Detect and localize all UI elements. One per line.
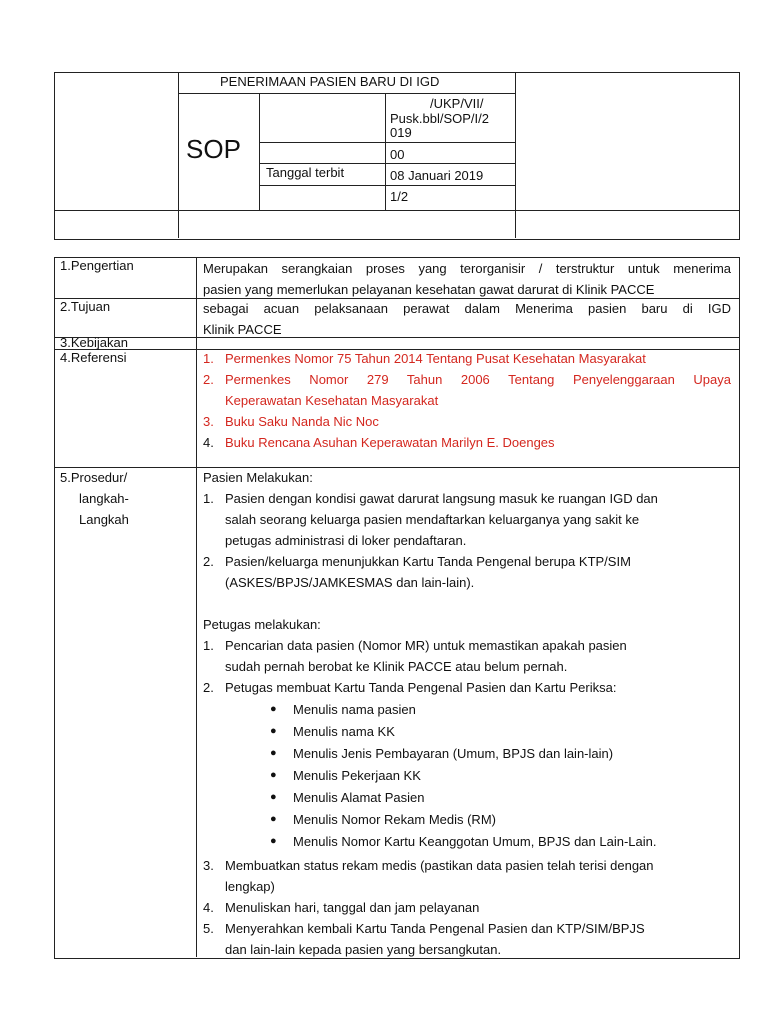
label-prosedur-1: 5.Prosedur/ [60, 470, 128, 485]
petugas-step-2-number: 2. [203, 680, 214, 695]
issue-date-value: 08 Januari 2019 [390, 168, 484, 183]
ref-number-1: 1. [203, 351, 214, 366]
petugas-step-4-number: 4. [203, 900, 214, 915]
pasien-step-1-number: 1. [203, 491, 214, 506]
bullet-icon: ● [270, 747, 277, 759]
header-vline-2 [515, 72, 516, 238]
doc-number-line-3: 019 [390, 125, 412, 140]
petugas-step-4-line-1: Menuliskan hari, tanggal dan jam pelayanan [225, 900, 480, 915]
pasien-step-2-line-2: (ASKES/BPJS/JAMKESMAS dan lain-lain). [225, 575, 475, 590]
ref-item-2b: Keperawatan Kesehatan Masyarakat [225, 393, 439, 408]
ref-item-3: Buku Saku Nanda Nic Noc [225, 414, 379, 429]
label-tujuan: 2.Tujuan [60, 299, 111, 314]
ref-item-2a: Permenkes Nomor 279 Tahun 2006 Tentang Penyelenggaraan Upaya [225, 372, 731, 387]
row-divider-4 [54, 467, 739, 468]
ref-number-3: 3. [203, 414, 214, 429]
bullet-icon: ● [270, 769, 277, 781]
bullet-item-4: Menulis Pekerjaan KK [293, 768, 421, 783]
sop-vline [259, 93, 260, 210]
pasien-step-1-line-2: salah seorang keluarga pasien mendaftarkan keluarganya yang sakit ke [225, 512, 640, 527]
tujuan-line-1: sebagai acuan pelaksanaan perawat dalam Menerima pasien baru di IGD [203, 301, 731, 316]
row-sep-3 [259, 185, 515, 186]
label-prosedur-2: langkah- [79, 491, 129, 506]
label-prosedur-3: Langkah [79, 512, 129, 527]
bullet-icon: ● [270, 835, 277, 847]
sop-label: SOP [186, 134, 241, 164]
revision-value: 00 [390, 147, 405, 162]
ref-number-2: 2. [203, 372, 214, 387]
pasien-step-1-line-3: petugas administrasi di loker pendaftaran. [225, 533, 467, 548]
petugas-step-2-line-1: Petugas membuat Kartu Tanda Pengenal Pasien dan Kartu Periksa: [225, 680, 617, 695]
ref-item-1: Permenkes Nomor 75 Tahun 2014 Tentang Pusat Kesehatan Masyarakat [225, 351, 646, 366]
petugas-step-1-line-1: Pencarian data pasien (Nomor MR) untuk memastikan apakah pasien [225, 638, 627, 653]
petugas-step-3-number: 3. [203, 858, 214, 873]
label-pengertian: 1.Pengertian [60, 258, 134, 273]
bullet-icon: ● [270, 791, 277, 803]
bullet-item-3: Menulis Jenis Pembayaran (Umum, BPJS dan lain-lain) [293, 746, 614, 761]
value-vline [385, 93, 386, 210]
bullet-icon: ● [270, 703, 277, 715]
document-title: PENERIMAAN PASIEN BARU DI IGD [220, 74, 440, 89]
petugas-step-1-line-2: sudah pernah berobat ke Klinik PACCE atau belum pernah. [225, 659, 568, 674]
bullet-item-7: Menulis Nomor Kartu Keanggotan Umum, BPJS dan Lain-Lain. [293, 834, 657, 849]
bullet-icon: ● [270, 725, 277, 737]
bullet-item-2: Menulis nama KK [293, 724, 395, 739]
header-vline-1 [178, 72, 179, 238]
pengertian-line-2: pasien yang memerlukan pelayanan kesehatan gawat darurat di Klinik PACCE [203, 282, 655, 297]
header-divider [54, 210, 739, 211]
issue-date-label: Tanggal terbit [266, 165, 345, 180]
label-referensi: 4.Referensi [60, 350, 127, 365]
pasien-step-1-line-1: Pasien dengan kondisi gawat darurat langsung masuk ke ruangan IGD dan [225, 491, 658, 506]
petugas-step-5-line-1: Menyerahkan kembali Kartu Tanda Pengenal Pasien dan KTP/SIM/BPJS [225, 921, 645, 936]
petugas-step-5-number: 5. [203, 921, 214, 936]
petugas-heading: Petugas melakukan: [203, 617, 321, 632]
doc-number-line-1: /UKP/VII/ [430, 96, 484, 111]
pengertian-line-1: Merupakan serangkaian proses yang terorganisir / terstruktur untuk menerima [203, 261, 731, 276]
bullet-item-1: Menulis nama pasien [293, 702, 416, 717]
doc-number-line-2: Pusk.bbl/SOP/I/2 [390, 111, 489, 126]
petugas-step-1-number: 1. [203, 638, 214, 653]
tujuan-line-2: Klinik PACCE [203, 322, 282, 337]
petugas-step-5-line-2: dan lain-lain kepada pasien yang bersangkutan. [225, 942, 502, 957]
pasien-step-2-line-1: Pasien/keluarga menunjukkan Kartu Tanda Pengenal berupa KTP/SIM [225, 554, 631, 569]
pasien-step-2-number: 2. [203, 554, 214, 569]
petugas-step-3-line-2: lengkap) [225, 879, 275, 894]
bullet-item-5: Menulis Alamat Pasien [293, 790, 425, 805]
row-sep-1 [259, 142, 515, 143]
row-sep-2 [259, 163, 515, 164]
title-separator [178, 93, 515, 94]
label-kebijakan: 3.Kebijakan [60, 335, 128, 350]
ref-item-4: Buku Rencana Asuhan Keperawatan Marilyn E. Doenges [225, 435, 555, 450]
bullet-icon: ● [270, 813, 277, 825]
page-number: 1/2 [390, 189, 409, 204]
label-column-divider [196, 257, 197, 957]
row-divider-2 [54, 337, 739, 338]
petugas-step-3-line-1: Membuatkan status rekam medis (pastikan data pasien telah terisi dengan [225, 858, 654, 873]
pasien-heading: Pasien Melakukan: [203, 470, 313, 485]
bullet-item-6: Menulis Nomor Rekam Medis (RM) [293, 812, 496, 827]
ref-number-4: 4. [203, 435, 214, 450]
